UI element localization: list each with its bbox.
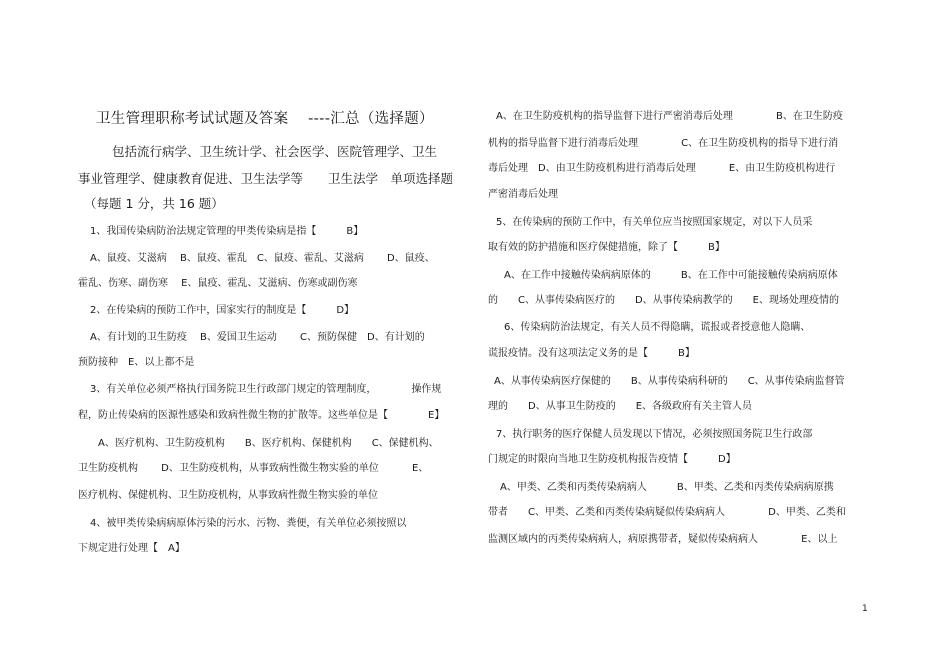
question-4-options: 毒后处理 D、由卫生防疫机构进行消毒后处理 E、由卫生防疫机构进行 [488,163,836,174]
page-number: 1 [862,604,868,614]
question-1-options: A、鼠疫、艾滋病 B、鼠疫、霍乱 C、鼠疫、霍乱、艾滋病 D、鼠疫、 [90,253,435,264]
question-7-stem: 7、执行职务的医疗保健人员发现以下情况，必须按照国务院卫生行政部 [496,429,813,440]
intro-line: 事业管理学、健康教育促进、卫生法学等 卫生法学 单项选择题 [78,171,454,186]
question-2-options: 预防接种 E、以上都不是 [78,357,195,368]
question-1-stem: 1、我国传染病防治法规定管理的甲类传染病是指【 B】 [90,226,364,237]
question-5-options: A、在工作中接触传染病病原体的 B、在工作中可能接触传染病病原体 [504,270,838,281]
question-3-options: A、医疗机构、卫生防疫机构 B、医疗机构、保健机构 C、保健机构、 [98,438,439,449]
question-1-options: 霍乱、伤寒、副伤寒 E、鼠疫、霍乱、艾滋病、伤寒或副伤寒 [78,278,358,289]
document-title: 卫生管理职称考试试题及答案 ----汇总（选择题） [96,111,434,127]
question-5-stem: 5、在传染病的预防工作中，有关单位应当按照国家规定，对以下人员采 [496,217,813,228]
question-7-options: 监测区域内的丙类传染病病人，病原携带者，疑似传染病病人 E、以上 [488,534,838,545]
question-5-options: 的 C、从事传染病医疗的 D、从事传染病教学的 E、现场处理疫情的 [488,295,840,306]
question-4-stem: 4、被甲类传染病病原体污染的污水、污物、粪便，有关单位必须按照以 [90,518,407,529]
question-2-stem: 2、在传染病的预防工作中，国家实行的制度是【 D】 [90,305,355,316]
question-6-options: 理的 D、从事卫生防疫的 E、各级政府有关主管人员 [488,401,753,412]
intro-line: 包括流行病学、卫生统计学、社会医学、医院管理学、卫生 [112,144,438,159]
question-3-options: 医疗机构、保健机构、卫生防疫机构，从事致病性微生物实验的单位 [78,490,378,501]
question-4-options: A、在卫生防疫机构的指导监督下进行严密消毒后处理 B、在卫生防疫 [496,111,843,122]
question-4-stem: 下规定进行处理【 A】 [78,543,185,554]
question-4-options: 严密消毒后处理 [488,189,558,200]
question-7-options: 带者 C、甲类、乙类和丙类传染病疑似传染病病人 D、甲类、乙类和 [488,507,846,518]
question-6-stem: 谎报疫情。没有这项法定义务的是【 B】 [488,348,695,359]
question-6-stem: 6、传染病防治法规定，有关人员不得隐瞒，谎报或者授意他人隐瞒、 [504,322,811,333]
question-6-options: A、从事传染病医疗保健的 B、从事传染病科研的 C、从事传染病监督管 [494,376,845,387]
question-2-options: A、有计划的卫生防疫 B、爱国卫生运动 C、预防保健 D、有计划的 [90,332,425,343]
intro-line: （每题 1 分，共 16 题） [84,196,224,211]
question-3-options: 卫生防疫机构 D、卫生防疫机构，从事致病性微生物实验的单位 E、 [78,463,429,474]
question-3-stem: 程，防止传染病的医源性感染和致病性微生物的扩散等。这些单位是【 E】 [78,410,445,421]
question-4-options: 机构的指导监督下进行消毒后处理 C、在卫生防疫机构的指导下进行消 [488,138,839,149]
question-7-stem: 门规定的时限向当地卫生防疫机构报告疫情【 D】 [488,454,736,465]
question-3-stem: 3、有关单位必须严格执行国务院卫生行政部门规定的管理制度， 操作规 [90,384,442,395]
question-7-options: A、甲类、乙类和丙类传染病病人 B、甲类、乙类和丙类传染病病原携 [500,482,834,493]
question-5-stem: 取有效的防护措施和医疗保健措施，除了【 B】 [488,242,725,253]
